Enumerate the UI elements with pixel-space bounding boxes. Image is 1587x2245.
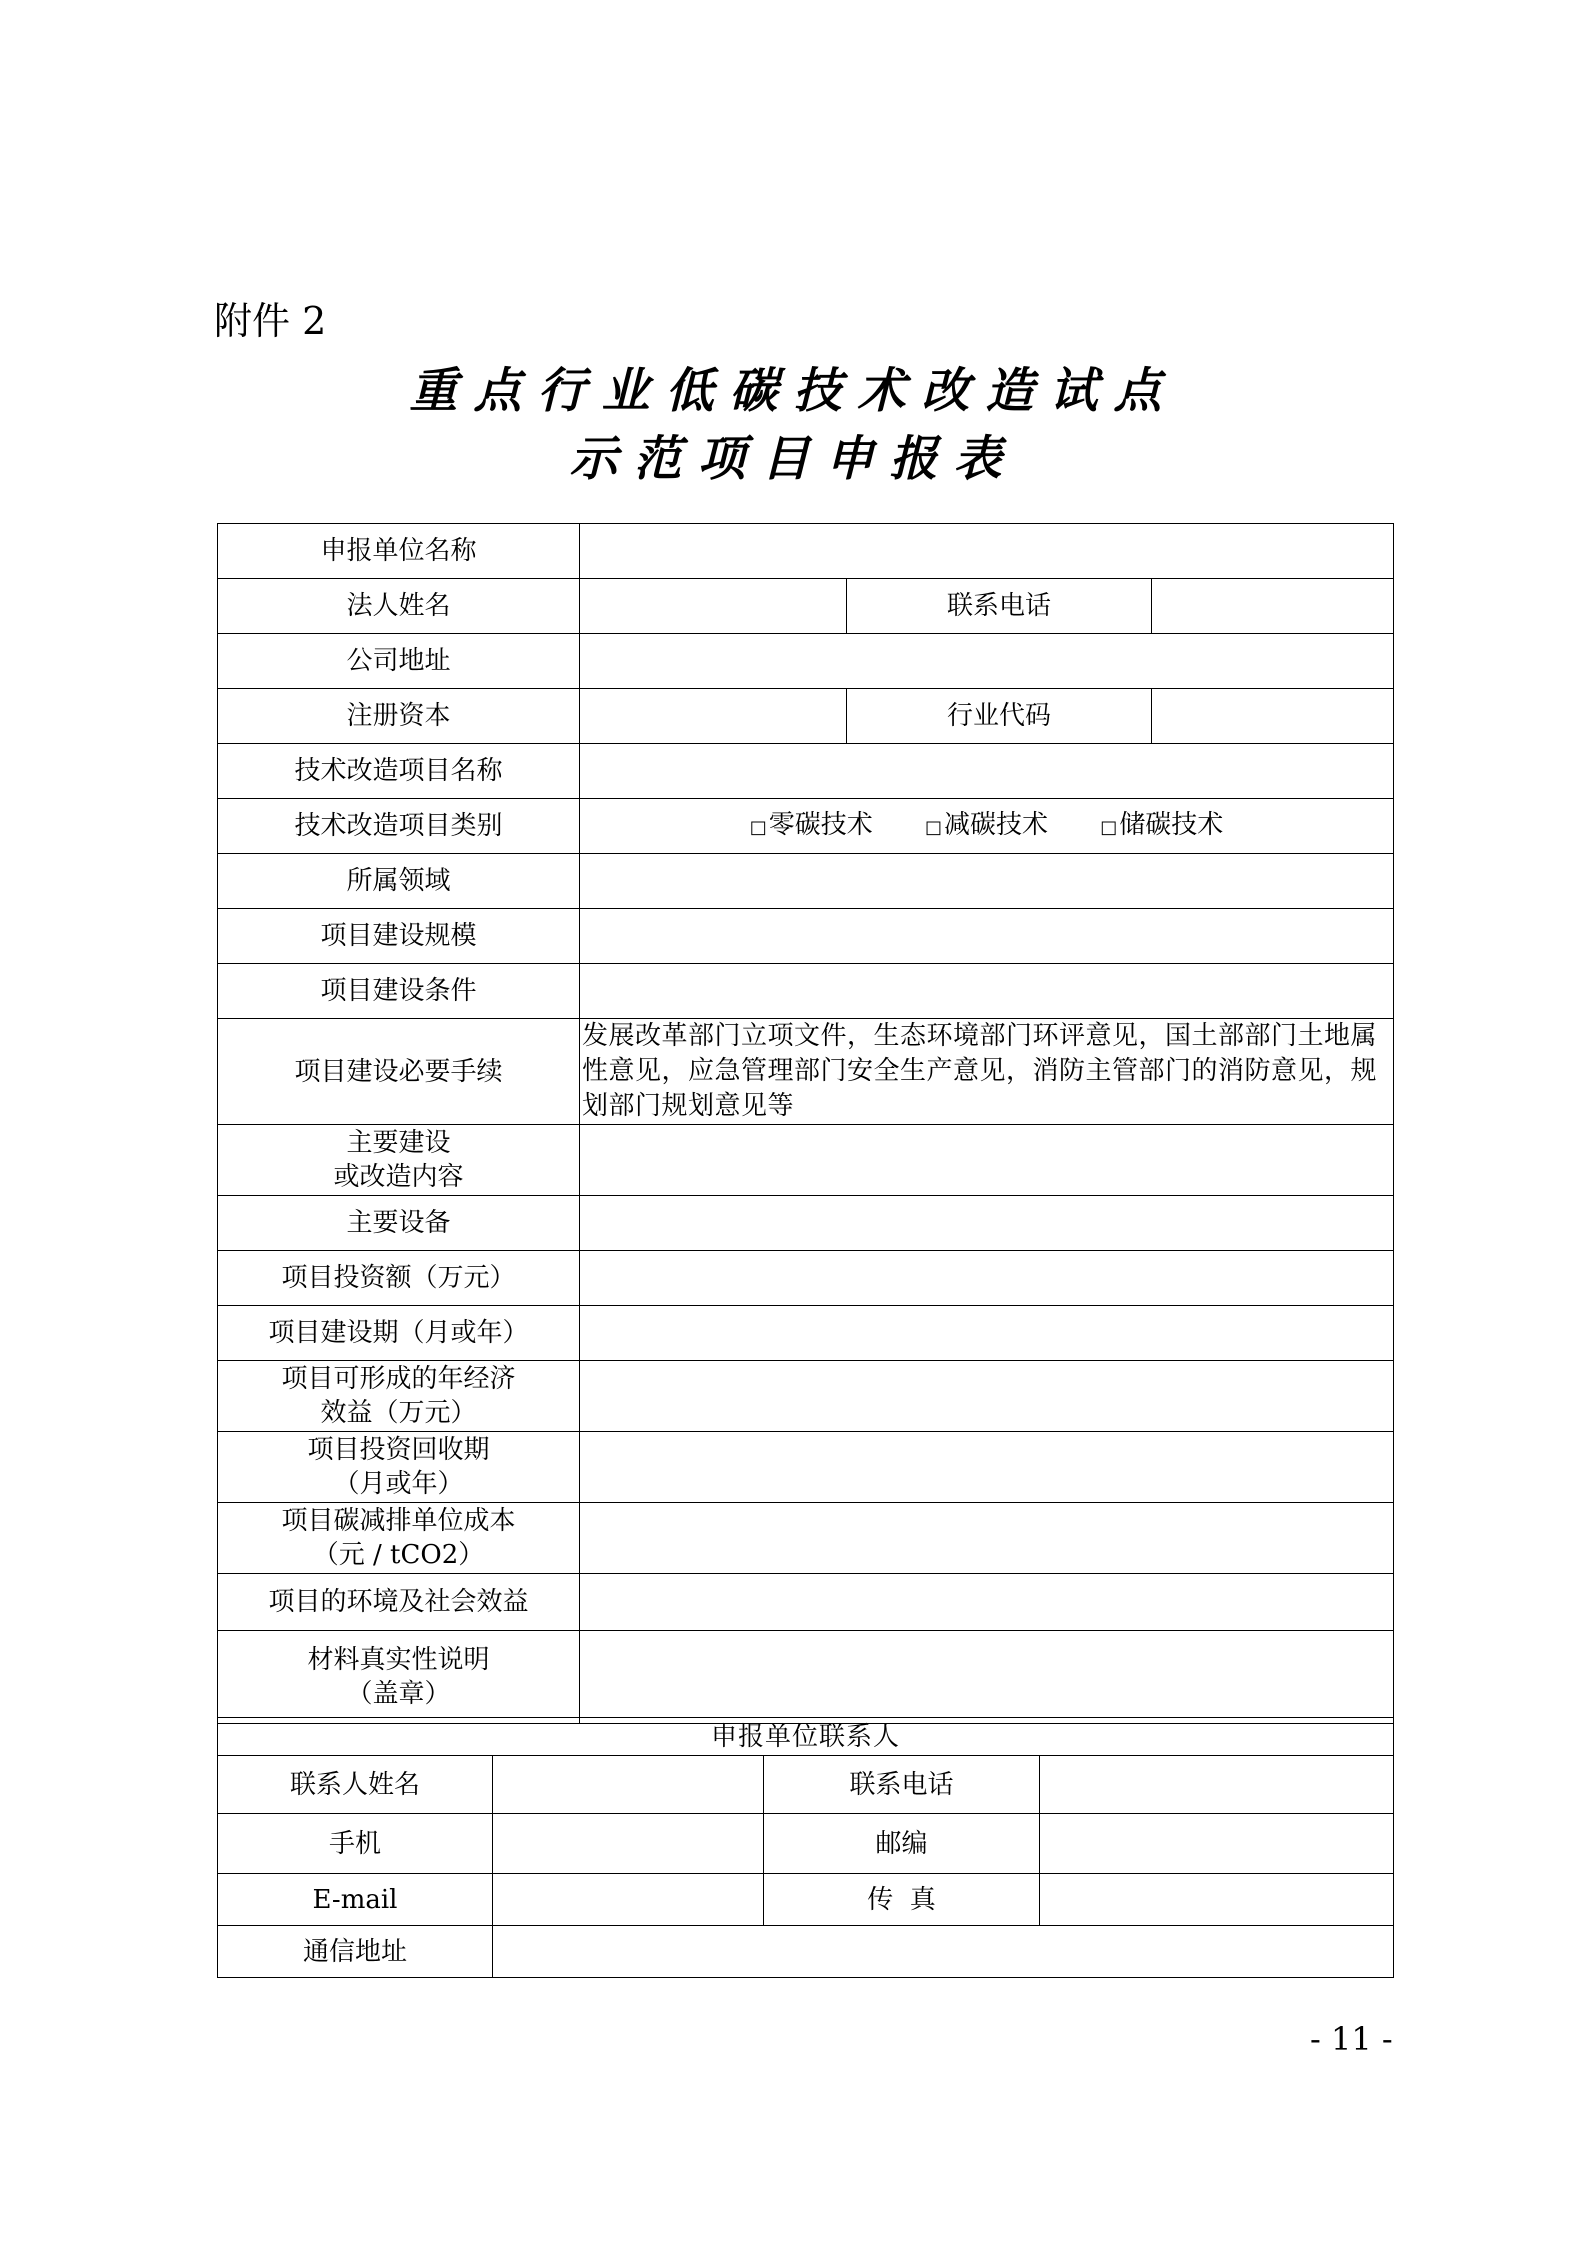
authenticity-label <box>218 1631 580 1724</box>
main-equipment-field[interactable] <box>580 1196 1394 1251</box>
table-row <box>218 744 1394 799</box>
postcode-field[interactable] <box>1040 1814 1394 1874</box>
investment-field[interactable] <box>580 1251 1394 1306</box>
necessary-procedures-label: 项目建设必要手续 <box>218 1019 580 1125</box>
payback-label-line1: 项目投资回收期 <box>307 1435 490 1465</box>
annual-benefit-field[interactable] <box>580 1361 1394 1432</box>
fax-field[interactable] <box>1040 1874 1394 1926</box>
checkbox-icon[interactable]: □ <box>1100 816 1118 838</box>
fax-label: 传 真 <box>764 1874 1040 1926</box>
category-option-store-carbon[interactable] <box>1100 808 1223 845</box>
table-row <box>218 1251 1394 1306</box>
contact-name-label: 联系人姓名 <box>218 1756 493 1814</box>
unit-name-field[interactable] <box>580 524 1394 579</box>
contact-table <box>217 1717 1394 1978</box>
field-field[interactable] <box>580 854 1394 909</box>
attachment-label: 附件 2 <box>214 299 327 343</box>
construction-period-label: 项目建设期（月或年） <box>218 1306 580 1361</box>
project-name-field[interactable] <box>580 744 1394 799</box>
table-row <box>218 1814 1394 1874</box>
table-row <box>218 1503 1394 1574</box>
legal-person-field[interactable] <box>580 579 847 634</box>
unit-cost-label-line2: （元 / tCO2） <box>312 1540 485 1570</box>
unit-cost-label <box>218 1503 580 1574</box>
email-label: E-mail <box>218 1874 493 1926</box>
table-row <box>218 1926 1394 1978</box>
category-option-label: 零碳技术 <box>768 809 873 840</box>
form-title-line2: 示范项目申报表 <box>569 431 1018 487</box>
payback-label-line2: （月或年） <box>333 1469 464 1499</box>
main-content-label-line2: 或改造内容 <box>333 1162 464 1192</box>
construction-conditions-field[interactable] <box>580 964 1394 1019</box>
annual-benefit-label-line2: 效益（万元） <box>320 1398 477 1428</box>
payback-field[interactable] <box>580 1432 1394 1503</box>
table-row <box>218 909 1394 964</box>
postcode-label: 邮编 <box>764 1814 1040 1874</box>
table-row <box>218 634 1394 689</box>
table-row <box>218 1432 1394 1503</box>
checkbox-icon[interactable]: □ <box>749 816 767 838</box>
authenticity-field[interactable] <box>580 1631 1394 1724</box>
table-row <box>218 1306 1394 1361</box>
authenticity-label-line1: 材料真实性说明 <box>307 1645 490 1675</box>
table-row <box>218 579 1394 634</box>
contact-phone-field[interactable] <box>1152 579 1394 634</box>
project-name-label: 技术改造项目名称 <box>218 744 580 799</box>
field-label: 所属领域 <box>218 854 580 909</box>
construction-scale-field[interactable] <box>580 909 1394 964</box>
contact-phone-field[interactable] <box>1040 1756 1394 1814</box>
unit-cost-field[interactable] <box>580 1503 1394 1574</box>
table-row <box>218 799 1394 854</box>
table-row <box>218 964 1394 1019</box>
form-title-line1: 重点行业低碳技术改造试点 <box>409 363 1178 419</box>
main-content-label-line1: 主要建设 <box>346 1128 451 1158</box>
mobile-label: 手机 <box>218 1814 493 1874</box>
table-row <box>218 1019 1394 1125</box>
contact-phone-label: 联系电话 <box>847 579 1152 634</box>
construction-period-field[interactable] <box>580 1306 1394 1361</box>
registered-capital-field[interactable] <box>580 689 847 744</box>
industry-code-field[interactable] <box>1152 689 1394 744</box>
env-social-benefit-field[interactable] <box>580 1574 1394 1631</box>
project-category-options <box>580 799 1394 854</box>
table-row <box>218 1718 1394 1756</box>
industry-code-label: 行业代码 <box>847 689 1152 744</box>
table-row <box>218 854 1394 909</box>
unit-name-label: 申报单位名称 <box>218 524 580 579</box>
table-row <box>218 1631 1394 1724</box>
table-row <box>218 1756 1394 1814</box>
investment-label: 项目投资额（万元） <box>218 1251 580 1306</box>
main-content-label <box>218 1125 580 1196</box>
authenticity-label-line2: （盖章） <box>346 1679 451 1709</box>
contact-phone-label: 联系电话 <box>764 1756 1040 1814</box>
table-row <box>218 1361 1394 1432</box>
table-row <box>218 1874 1394 1926</box>
category-option-label: 储碳技术 <box>1119 809 1224 840</box>
annual-benefit-label <box>218 1361 580 1432</box>
annual-benefit-label-line1: 项目可形成的年经济 <box>281 1364 516 1394</box>
table-row <box>218 1196 1394 1251</box>
email-field[interactable] <box>493 1874 764 1926</box>
table-row <box>218 1574 1394 1631</box>
construction-conditions-label: 项目建设条件 <box>218 964 580 1019</box>
mail-address-field[interactable] <box>493 1926 1394 1978</box>
contact-section-heading: 申报单位联系人 <box>218 1718 1394 1756</box>
table-row <box>218 1125 1394 1196</box>
project-category-label: 技术改造项目类别 <box>218 799 580 854</box>
table-row <box>218 524 1394 579</box>
category-option-label: 减碳技术 <box>944 809 1049 840</box>
construction-scale-label: 项目建设规模 <box>218 909 580 964</box>
main-content-field[interactable] <box>580 1125 1394 1196</box>
necessary-procedures-note: 发展改革部门立项文件，生态环境部门环评意见，国土部部门土地属性意见，应急管理部门安全生产意见，消防主管部门的消防意见，规划部门规划意见等 <box>580 1019 1394 1125</box>
category-option-zero-carbon[interactable] <box>750 808 873 845</box>
env-social-benefit-label: 项目的环境及社会效益 <box>218 1574 580 1631</box>
contact-name-field[interactable] <box>493 1756 764 1814</box>
table-row <box>218 689 1394 744</box>
legal-person-label: 法人姓名 <box>218 579 580 634</box>
registered-capital-label: 注册资本 <box>218 689 580 744</box>
page-number: - 11 - <box>1310 2020 1393 2058</box>
company-address-label: 公司地址 <box>218 634 580 689</box>
unit-cost-label-line1: 项目碳减排单位成本 <box>281 1506 516 1536</box>
company-address-field[interactable] <box>580 634 1394 689</box>
payback-label <box>218 1432 580 1503</box>
category-option-reduce-carbon[interactable] <box>925 808 1048 845</box>
checkbox-icon[interactable]: □ <box>924 816 942 838</box>
mail-address-label: 通信地址 <box>218 1926 493 1978</box>
mobile-field[interactable] <box>493 1814 764 1874</box>
main-equipment-label: 主要设备 <box>218 1196 580 1251</box>
application-form-table <box>217 523 1394 1724</box>
